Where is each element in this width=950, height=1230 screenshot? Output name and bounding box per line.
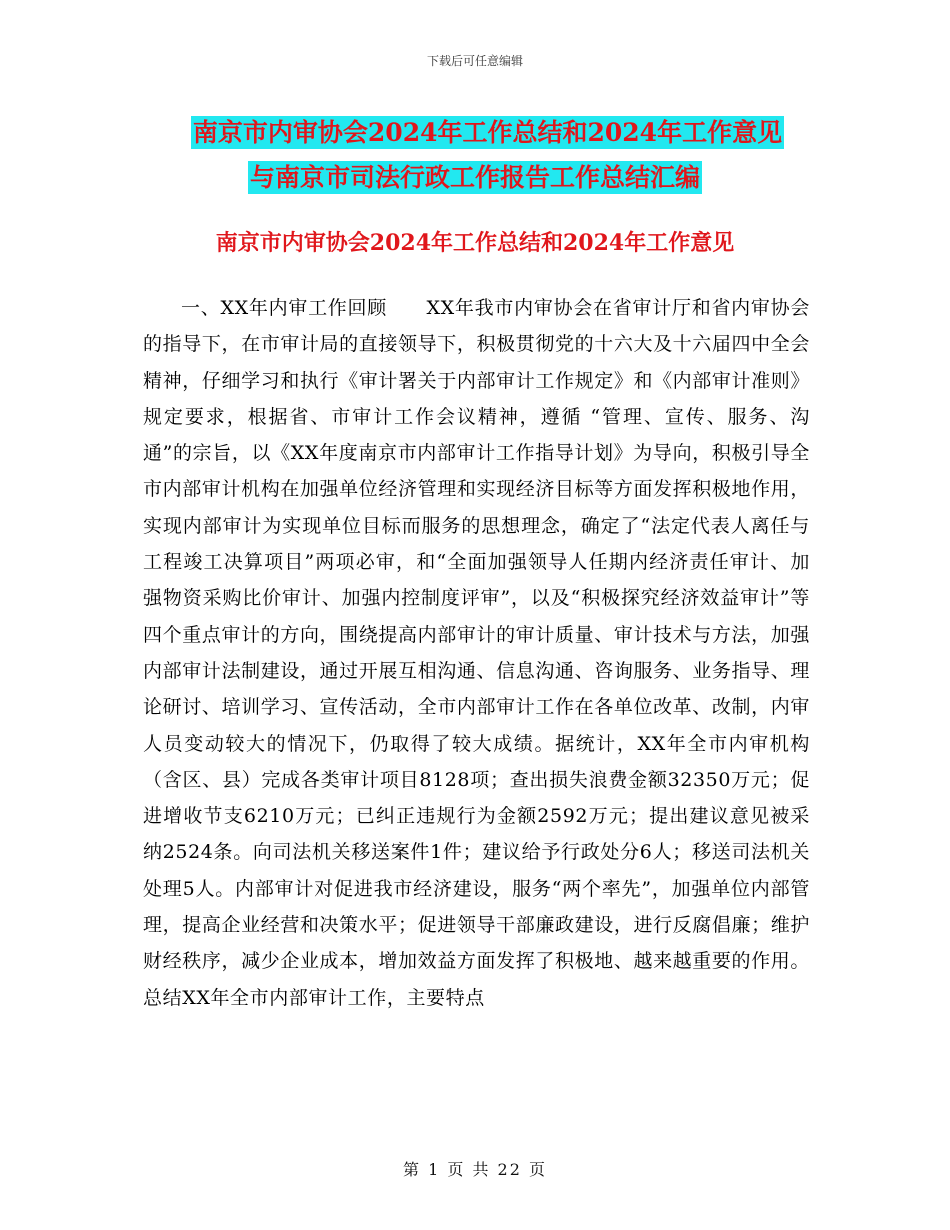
page-footer: 第 1 页 共 22 页 [403, 1160, 547, 1179]
document-title-line-1-text: 南京市内审协会2024年工作总结和2024年工作意见 [192, 118, 783, 147]
document-title-line-2-text: 与南京市司法行政工作报告工作总结汇编 [249, 163, 700, 192]
document-title-line-1 [0, 113, 950, 149]
header-note: 下载后可任意编辑 [426, 54, 523, 68]
section-title: 南京市内审协会2024年工作总结和2024年工作意见 [215, 230, 735, 256]
document-title-line-2 [0, 158, 950, 194]
body-paragraph: 一、XX年内审工作回顾 XX年我市内审协会在省审计厅和省内审协会的指导下，在市审计局的直接领导下，积极贯彻党的十六大及十六届四中全会精神，仔细学习和执行《审计署关于内部审计工作规定》和《内部审计准则》规定要求，根据省、市审计工作会议精神，遵循 “管理、宣传、服务、沟通”的宗旨，以《XX年度南京市内部审计工作指导计划》为导向，积极引导全市内部审计机构在加强单位经济管理和实现经济目标等方面发挥积极地作用，实现内部审计为实现单位目标而服务的思想理念，确定了“法定代表人离任与工程竣工决算项目”两项必审，和“全面加强领导人任期内经济责任审计、加强物资采购比价审计、加强内控制度评审”，以及“积极探究经济效益审计”等四个重点审计的方向，围绕提高内部审计的审计质量、审计技术与方法，加强内部审计法制建设，通过开展互相沟通、信息沟通、咨询服务、业务指导、理论研讨、培训学习、宣传活动，全市内部审计工作在各单位改革、改制，内审人员变动较大的情况下，仍取得了较大成绩。据统计，XX年全市内审机构（含区、县）完成各类审计项目8128项；查出损失浪费金额32350万元；促进增收节支6210万元；已纠正违规行为金额2592万元；提出建议意见被采纳2524条。向司法机关移送案件1件；建议给予行政处分6人；移送司法机关处理5人。内部审计对促进我市经济建设，服务“两个率先”，加强单位内部管理，提高企业经营和决策水平；促进领导干部廉政建设，进行反腐倡廉；维护财经秩序，减少企业成本，增加效益方面发挥了积极地、越来越重要的作用。总结XX年全市内部审计工作，主要特点 [143, 297, 810, 1009]
